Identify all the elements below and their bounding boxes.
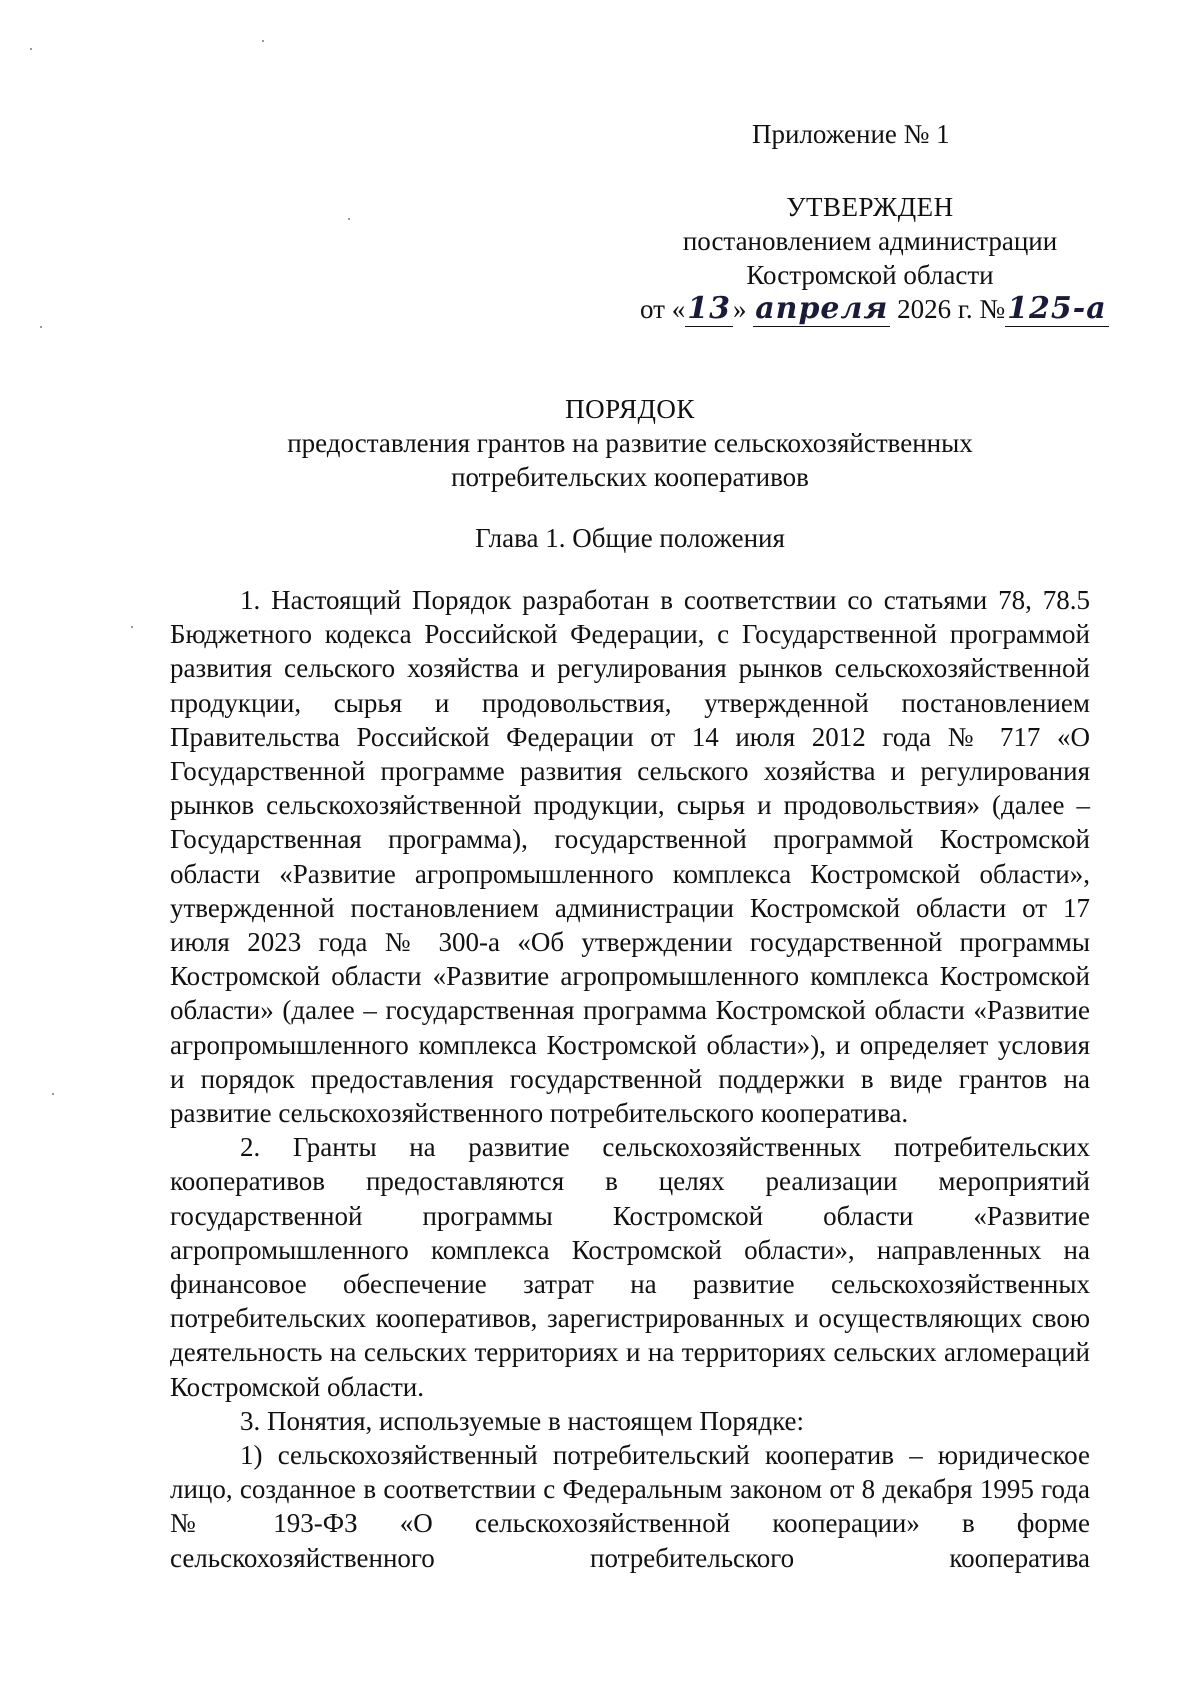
paragraph-2: 2. Гранты на развитие сельскохозяйственных потребительских кооперативов предоставляются в целях реализации мероприятий государственной программы Костромской области «Развитие агропромышленного комплекса Костромской области», направленных на финансовое обеспечение затрат на развитие сельскохозяйственных потребительских кооперативов, зарегистрированных и осуществляющих свою деятельность на сельских территориях и на территориях сельских агломераций Костромской области. [170,1132,1090,1402]
handwritten-month: апреля [755,291,889,326]
body-text [170,583,1090,1575]
document-title: ПОРЯДОК [565,394,695,424]
scan-speck [52,1093,54,1095]
paragraph-3-1: 1) сельскохозяйственный потребительский кооператив – юридическое лицо, созданное в соответствии с Федеральным законом от 8 декабря 1995 года № 193-ФЗ «О сельскохозяйственной кооперации» в форме сельскохозяйственного потребительского кооператива [170,1440,1090,1573]
scan-speck [30,48,32,50]
approved-heading: УТВЕРЖДЕН [786,192,954,222]
handwritten-day: 13 [687,291,731,326]
date-prefix: от « [640,294,686,324]
chapter-heading: Глава 1. Общие положения [475,523,785,553]
date-mid: » [732,294,747,324]
approval-line-1: постановлением администрации [682,226,1058,256]
paragraph-3: 3. Понятия, используемые в настоящем Порядке: [240,1405,804,1436]
document-subtitle-line-1: предоставления грантов на развитие сельскохозяйственных [287,428,973,458]
scan-speck [131,626,133,628]
appendix-label: Приложение № 1 [752,119,950,149]
scan-speck [40,326,42,328]
scan-speck [348,218,350,220]
handwritten-number: 125-а [1007,291,1107,326]
paragraph-1: 1. Настоящий Порядок разработан в соответствии со статьями 78, 78.5 Бюджетного кодекса Российской Федерации, с Государственной программой развития сельского хозяйства и регулирования рынков сельскохозяйственной продукции, сырья и продовольствия, утвержденной постановлением Правительства Российской Федерации от 14 июля 2012 года № 717 «О Государственной программе развития сельского хозяйства и регулирования рынков сельскохозяйственной продукции, сырья и продовольствия» (далее – Государственная программа), государственной программой Костромской области «Развитие агропромышленного комплекса Костромской области», утвержденной постановлением администрации Костромской области от 17 июля 2023 года № 300-а «Об утверждении государственной программы Костромской области «Развитие агропромышленного комплекса Костромской области» (далее – государственная программа Костромской области «Развитие агропромышленного комплекса Костромской области»), и определяет условия и порядок предоставления государственной поддержки в виде грантов на развитие сельскохозяйственного потребительского кооператива. [170,585,1090,1129]
document-subtitle-line-2: потребительских кооперативов [451,462,809,492]
scan-speck [262,40,264,42]
approval-date-line [640,292,1109,327]
approval-line-2: Костромской области [746,260,994,290]
date-year: 2026 г. № [890,294,1006,324]
approval-stamp-block [640,190,1100,292]
document-title-block [170,392,1090,494]
